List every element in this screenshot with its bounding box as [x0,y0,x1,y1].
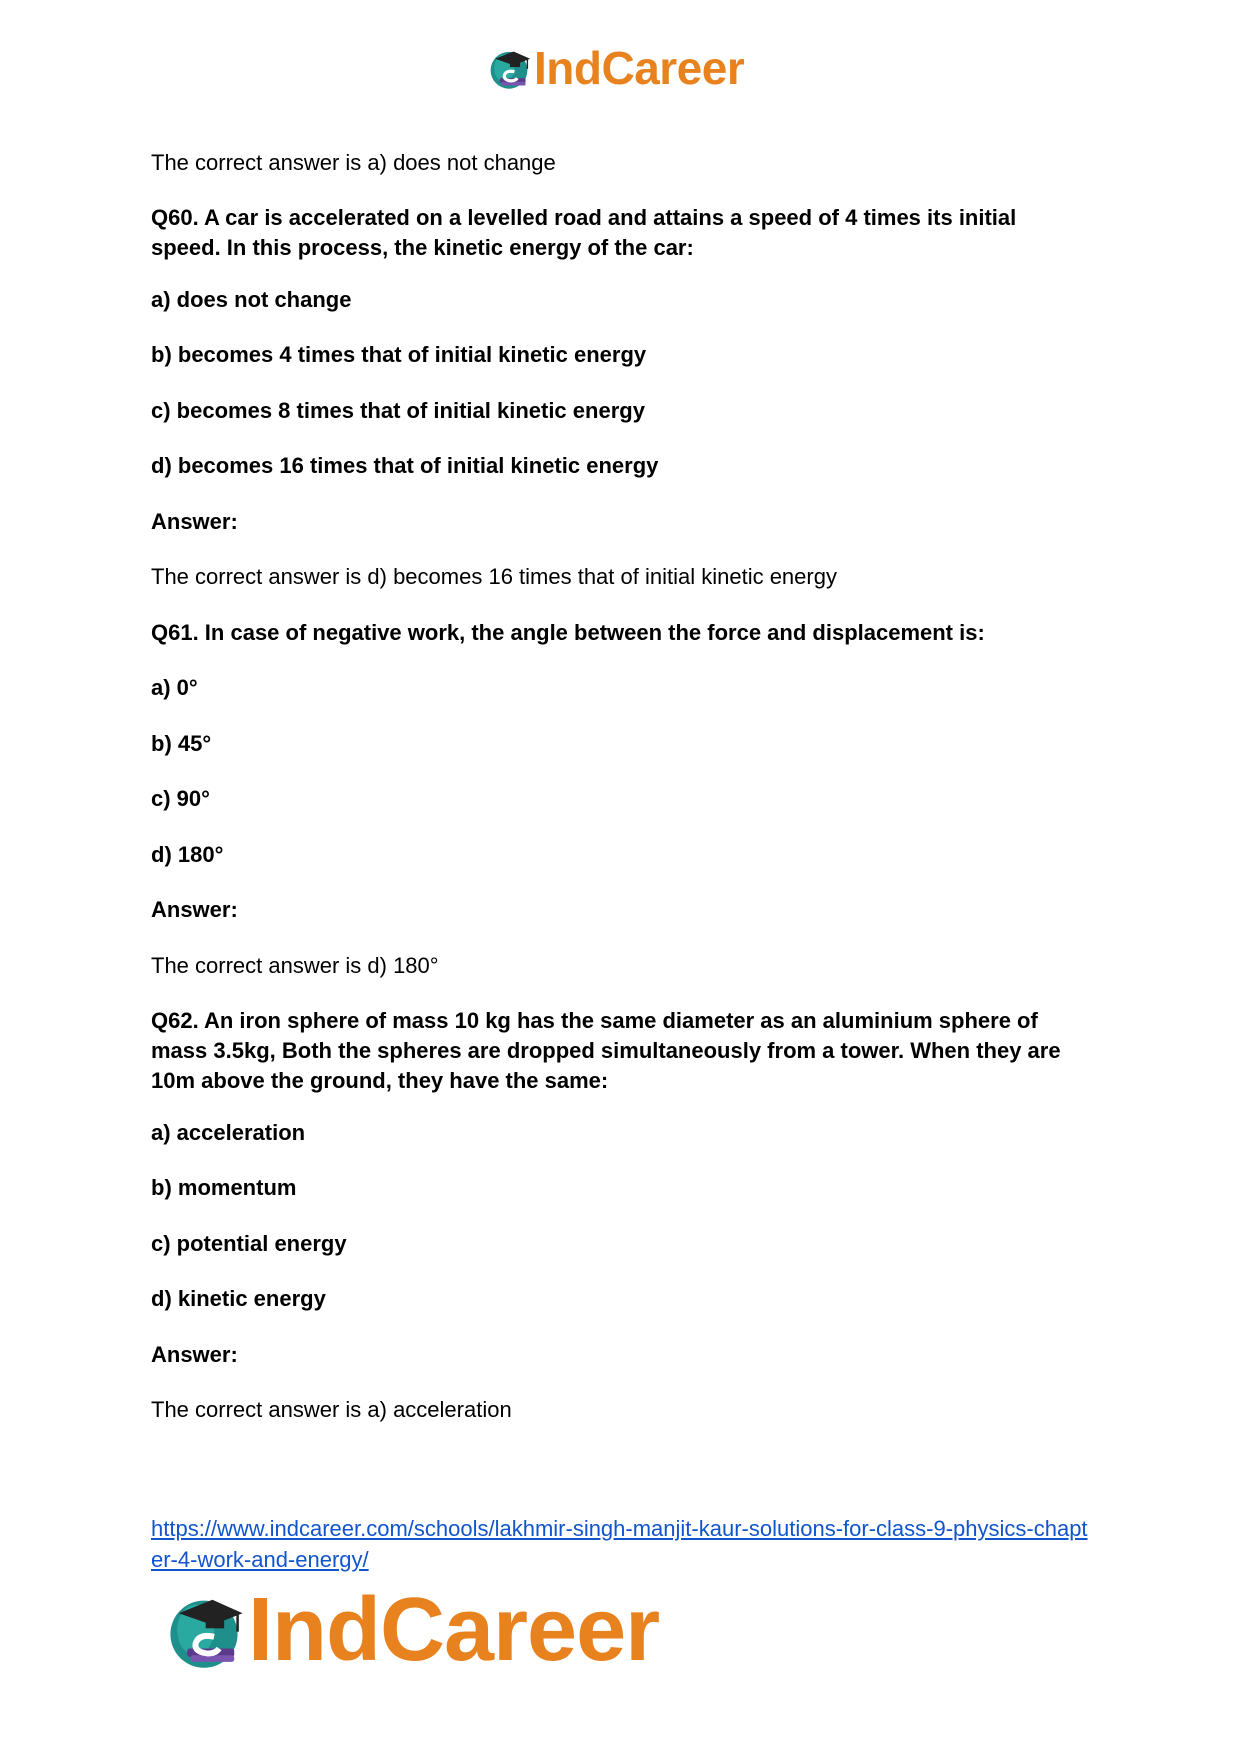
graduation-globe-icon [486,45,532,91]
answer-text: The correct answer is d) 180° [151,953,439,978]
answer-text: The correct answer is a) does not change [151,150,556,175]
option-text: d) becomes 16 times that of initial kinetic energy [151,453,659,478]
option-text: d) 180° [151,842,224,867]
option-text: b) becomes 4 times that of initial kinetic energy [151,342,647,367]
option-text: b) momentum [151,1175,297,1200]
option-text: a) does not change [151,287,352,312]
question-q61: Q61. In case of negative work, the angle between the force and displacement is: [151,620,985,645]
question-q62: Q62. An iron sphere of mass 10 kg has the same diameter as an aluminium sphere of mass 3.5kg, Both the spheres are dropped simultaneously from a tower. When they are 10m above the ground, they have the same: [151,1008,1061,1093]
option-text: c) potential energy [151,1231,347,1256]
option-text: c) becomes 8 times that of initial kinetic energy [151,398,645,423]
answer-label: Answer: [151,897,238,922]
option-text: a) acceleration [151,1120,306,1145]
graduation-globe-icon [162,1588,246,1672]
answer-text: The correct answer is d) becomes 16 times that of initial kinetic energy [151,564,837,589]
source-link[interactable]: https://www.indcareer.com/schools/lakhmir-singh-manjit-kaur-solutions-for-class-9-physics-chapter-4-work-and-energy/ [151,1516,1088,1572]
answer-label: Answer: [151,1342,238,1367]
footer-logo [162,1580,660,1680]
option-text: a) 0° [151,675,198,700]
option-text: c) 90° [151,786,210,811]
header-brand-name: IndCareer [534,42,745,94]
answer-label: Answer: [151,509,238,534]
option-text: b) 45° [151,731,212,756]
option-text: d) kinetic energy [151,1286,326,1311]
answer-text: The correct answer is a) acceleration [151,1397,512,1422]
question-q60: Q60. A car is accelerated on a levelled road and attains a speed of 4 times its initial speed. In this process, the kinetic energy of the car: [151,205,1017,260]
header-logo [486,40,744,96]
footer-brand-name: IndCareer [248,1580,660,1680]
